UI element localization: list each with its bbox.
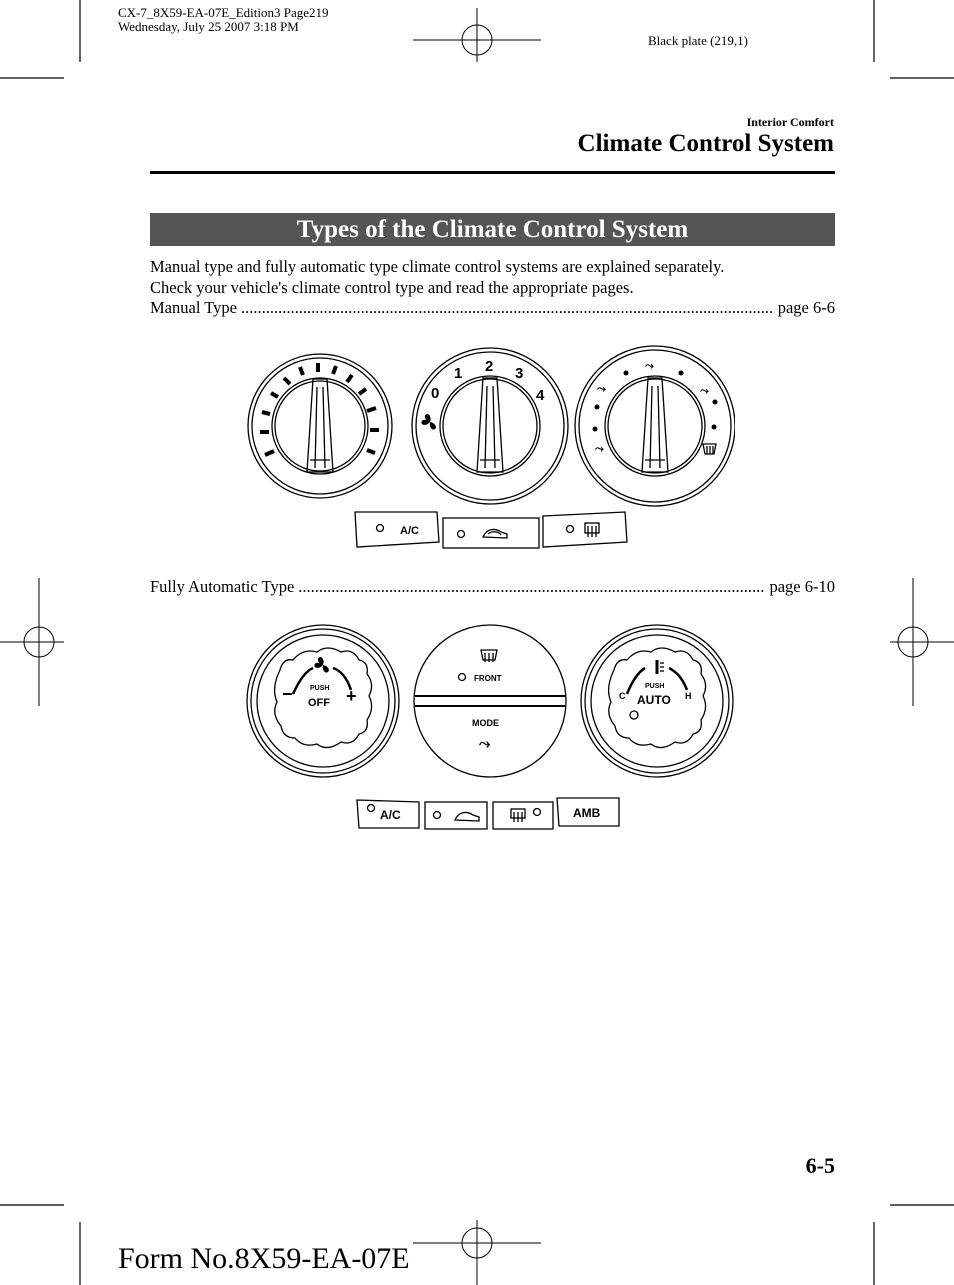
mode-knob	[575, 346, 735, 506]
toc-leader	[298, 577, 765, 597]
ac-button-outline	[355, 512, 439, 547]
manual-control-panel-illustration	[245, 342, 735, 554]
auto-rear-defroster-icon	[511, 809, 525, 822]
front-defroster-indicator	[459, 674, 466, 681]
temperature-icon	[657, 660, 664, 674]
auto-ac-button-label[interactable]: A/C	[380, 808, 401, 822]
fan-push-label: PUSH	[310, 685, 330, 692]
toc-label: Manual Type	[150, 298, 237, 317]
toc-manual-type[interactable]	[150, 298, 835, 318]
intro-line-1: Manual type and fully automatic type climate control systems are explained separately.	[150, 257, 725, 276]
mode-label[interactable]: MODE	[472, 718, 499, 728]
ac-indicator	[377, 525, 384, 532]
svg-text:⤳: ⤳	[700, 385, 709, 397]
auto-vent-mode-icon: ⤳	[479, 735, 491, 751]
print-header-date: Wednesday, July 25 2007 3:18 PM	[118, 19, 299, 34]
registration-mark-bottom	[413, 1220, 541, 1285]
fan-speed-2: 2	[485, 358, 494, 375]
fan-speed-3: 3	[515, 365, 524, 382]
toc-page: page 6-6	[777, 298, 835, 317]
registration-mark-top	[413, 8, 541, 62]
recirculation-icon	[483, 529, 507, 538]
fan-plus-label: +	[346, 686, 357, 706]
title-rule	[150, 171, 835, 174]
auto-recirculation-button-outline	[425, 802, 487, 829]
temp-cold-label: C	[619, 691, 626, 701]
vent-mode-icon: ⤳	[645, 360, 654, 372]
toc-fully-automatic-type[interactable]	[150, 577, 835, 597]
intro-line-2: Check your vehicle's climate control type and read the appropriate pages.	[150, 278, 634, 297]
page-title: Climate Control System	[577, 130, 834, 157]
front-defroster-icon	[481, 650, 497, 662]
print-header	[118, 6, 329, 34]
automatic-control-panel-illustration	[245, 622, 737, 832]
front-label[interactable]: FRONT	[474, 674, 502, 683]
print-header-file: CX-7_8X59-EA-07E_Edition3 Page219	[118, 5, 329, 20]
temp-hot-label: H	[685, 691, 692, 701]
fan-speed-1: 1	[454, 365, 463, 382]
fan-off-label[interactable]: OFF	[308, 697, 330, 709]
section-banner: Types of the Climate Control System	[150, 213, 835, 246]
recirculation-indicator	[458, 531, 465, 538]
temperature-knob	[248, 354, 392, 498]
ac-button-label[interactable]: A/C	[400, 525, 419, 537]
rear-defroster-icon	[585, 523, 599, 537]
form-number: Form No.8X59-EA-07E	[118, 1242, 410, 1275]
auto-rear-defroster-button-outline	[493, 802, 553, 829]
toc-page: page 6-10	[769, 577, 835, 596]
fan-icon	[420, 414, 437, 431]
section-label: Interior Comfort	[746, 115, 834, 129]
auto-recirculation-icon	[455, 812, 479, 821]
rear-defroster-indicator	[567, 526, 574, 533]
auto-fan-icon	[313, 657, 330, 674]
amb-button-label[interactable]: AMB	[573, 806, 601, 820]
auto-indicator	[630, 711, 638, 719]
registration-mark-left	[0, 578, 64, 706]
registration-mark-right	[890, 578, 954, 706]
toc-label: Fully Automatic Type	[150, 577, 295, 596]
svg-text:⤳: ⤳	[595, 443, 604, 455]
center-dome	[414, 625, 566, 777]
temp-auto-label[interactable]: AUTO	[637, 693, 671, 707]
windshield-defroster-icon	[703, 444, 716, 454]
svg-text:⤳: ⤳	[597, 383, 606, 395]
temp-push-label: PUSH	[645, 683, 665, 690]
toc-leader	[241, 298, 774, 318]
fan-minus-label: −	[282, 684, 293, 704]
fan-speed-4: 4	[536, 387, 545, 404]
fan-speed-0: 0	[431, 385, 440, 402]
page-number: 6-5	[805, 1153, 835, 1178]
plate-label: Black plate (219,1)	[648, 33, 748, 48]
